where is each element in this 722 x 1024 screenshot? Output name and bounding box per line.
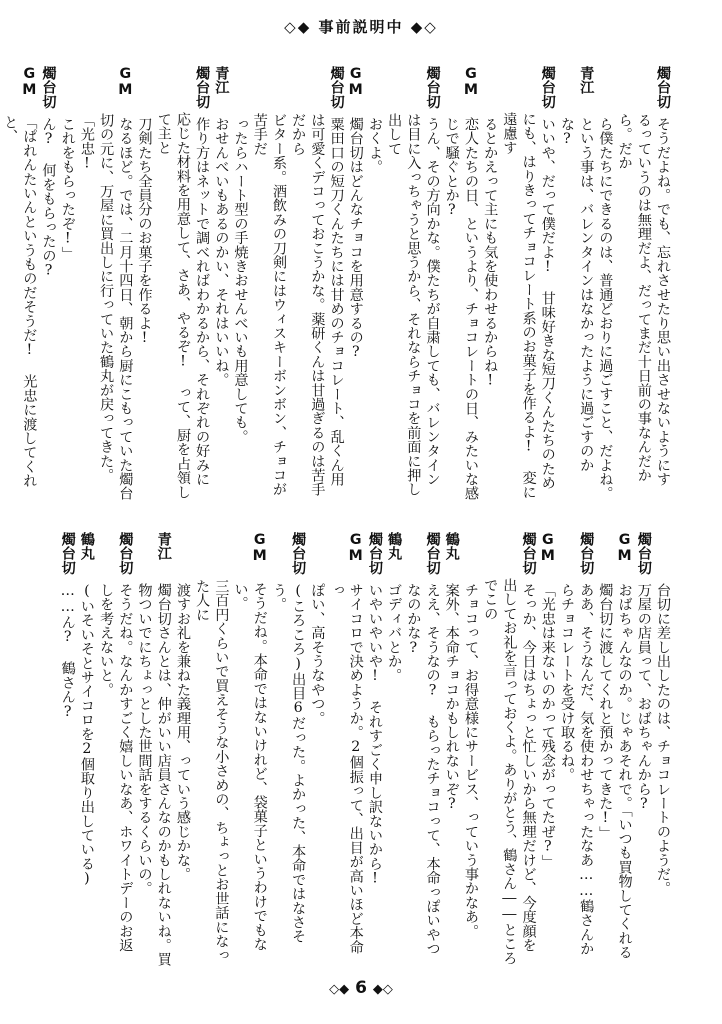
dialogue-text: 「ぱれんたいんというものだそうだ! 光忠に渡してくれと、 (2, 115, 38, 489)
dialogue-text: ん? 何をもらったの? (40, 117, 57, 279)
speaker-indent (480, 66, 499, 117)
diamond-ornament-right: ◆◇ (372, 982, 393, 997)
speaker-indent (135, 532, 154, 583)
dialogue-text: るとかえって主にも気を使わせるからね! (482, 117, 499, 389)
dialogue-text: なるほど。では、二月十四日、朝から厨にこもっていた燭台 (117, 117, 134, 501)
dialogue-text: おくよ。 (366, 117, 383, 174)
script-block-top (0, 66, 672, 502)
dialogue-line (557, 66, 595, 502)
speaker-name: GM (347, 532, 364, 564)
speaker-indent (557, 532, 576, 583)
speaker-name: 燭台切 (578, 532, 595, 575)
dialogue-line (442, 532, 461, 968)
dialogue-text: いやいやいや! それすごく申し訳ないから! (366, 583, 383, 887)
dialogue-text: ああ、そうなんだ、気を使わせちゃったなあ……鶴さんか (578, 583, 595, 956)
dialogue-line (154, 66, 192, 502)
speaker-name: 燭台切 (328, 66, 345, 109)
speaker-name: GM (21, 66, 38, 98)
page-header (0, 16, 722, 37)
speaker-name: 燭台切 (366, 532, 383, 575)
speaker-name: 燭台切 (424, 532, 441, 575)
dialogue-text: ……ん? 鶴さん? (59, 583, 76, 720)
dialogue-text: サイコロで決めようか。2個振って、出目が高いほど本命っ (328, 583, 364, 955)
dialogue-line (77, 532, 96, 968)
dialogue-text: 「光忠は来ないのかって残念がってたぜ?」 (539, 583, 556, 869)
dialogue-text: 燭台切さんとは、仲がいい店員さんなのかもしれないね。買 (155, 583, 172, 967)
speaker-name: 燭台切 (655, 66, 671, 109)
speaker-indent (519, 66, 538, 112)
speaker-indent (307, 66, 326, 113)
speaker-name: GM (117, 66, 134, 98)
dialogue-line (422, 532, 441, 968)
dialogue-line (384, 66, 422, 502)
dialogue-line (480, 532, 518, 968)
speaker-name: 燭台切 (539, 66, 556, 109)
dialogue-text: るっていうのは無理だよ、だってまだ十日前の事なんだから。だか (616, 112, 652, 482)
speaker-name: 燭台切 (290, 532, 307, 575)
dialogue-line (230, 66, 249, 502)
dialogue-text: 案外、本命チョコかもしれないぞ? (443, 583, 460, 813)
dialogue-text: ビター系。酒飲みの刀剣にはウィスキーボンボン、チョコが苦手だ (251, 112, 287, 497)
dialogue-text: 刀剣たち全員分のお菓子を作るよ! (136, 117, 153, 347)
dialogue-line (211, 66, 230, 502)
speaker-name: GM (539, 532, 556, 564)
dialogue-line (461, 532, 480, 968)
speaker-indent (135, 66, 154, 117)
speaker-name: 青江 (213, 66, 230, 95)
dialogue-line (538, 532, 557, 968)
dialogue-line (499, 66, 537, 502)
speaker-name: 鶴丸 (78, 532, 95, 561)
speaker-indent (96, 66, 115, 113)
header-title: 事前説明中 (318, 18, 404, 36)
speaker-name: 青江 (155, 532, 172, 561)
dialogue-line (326, 532, 364, 968)
dialogue-text: じで騒ぐとか? (443, 117, 460, 219)
dialogue-line (557, 532, 576, 968)
dialogue-line (0, 66, 38, 502)
diamond-ornament-left: ◇◆ (284, 18, 312, 36)
speaker-name: 鶴丸 (443, 532, 460, 561)
speaker-indent (365, 66, 384, 117)
page-footer (0, 978, 722, 998)
dialogue-line (307, 532, 326, 968)
dialogue-line (422, 66, 441, 502)
speaker-name: 燭台切 (635, 532, 652, 575)
dialogue-text: そうだね。なんかすごく嬉しいなあ、ホワイトデーのお返 (117, 583, 134, 953)
dialogue-text: にも、はりきってチョコレート系のお菓子を作るよ! 変に遠慮す (501, 112, 537, 500)
dialogue-line (518, 532, 537, 968)
diamond-ornament-left: ◇◆ (329, 982, 350, 997)
dialogue-line (58, 66, 77, 502)
script-block-bottom (58, 532, 673, 968)
dialogue-line (192, 532, 230, 968)
dialogue-text: 渡すお礼を兼ねた義理用、っていう感じかな。 (174, 583, 191, 882)
dialogue-text: チョコって、お得意様にサービス、っていう事かなあ。 (462, 583, 479, 939)
dialogue-line (134, 532, 153, 968)
dialogue-text: 万屋の店員って、おばちゃんから? (635, 583, 652, 813)
dialogue-line (38, 66, 57, 502)
dialogue-text: 恋人たちの日、というより、チョコレートの日、みたいな感 (462, 117, 479, 501)
dialogue-text: うん、その方向かな。僕たちが自粛しても、バレンタイン (424, 117, 441, 487)
speaker-indent (173, 66, 192, 112)
dialogue-line (134, 66, 153, 502)
speaker-indent (499, 532, 518, 578)
dialogue-text: おせんべいもあるのかい、それはいいね。 (213, 117, 230, 387)
dialogue-line (614, 66, 652, 502)
dialogue-line (365, 66, 384, 502)
dialogue-line (403, 532, 422, 968)
dialogue-text: ったらハート型の手焼きおせんべいも用意しても。 (232, 117, 249, 444)
speaker-name: GM (251, 532, 268, 564)
speaker-name: 燭台切 (424, 66, 441, 109)
dialogue-text: 応じた材料を用意して、さあ、やるぞ! って、厨を占領して主と (155, 112, 191, 500)
dialogue-text: おばちゃんなのか。じゃあそれで。「いつも買物してくれる (616, 583, 633, 960)
speaker-name: 燭台切 (520, 532, 537, 575)
dialogue-line (595, 66, 614, 502)
dialogue-line (538, 66, 557, 502)
dialogue-text: 燭台切に渡してくれと預かってきた!」 (597, 583, 614, 841)
speaker-indent (269, 66, 288, 113)
dialogue-text: なのかな? (405, 583, 422, 656)
dialogue-text: そっか、今日はちょっと忙しいから無理だけど、今度顔を (520, 583, 537, 953)
speaker-name: GM (462, 66, 479, 98)
dialogue-line (115, 532, 134, 968)
dialogue-line (442, 66, 461, 502)
speaker-indent (653, 532, 672, 583)
speaker-indent (461, 532, 480, 583)
dialogue-line (192, 66, 211, 502)
speaker-indent (211, 532, 230, 579)
dialogue-text: 作り方はネットで調べればわかるから、それぞれの好みに (194, 117, 211, 487)
dialogue-text: (ころころ)出目6だった。よかった、本命ではなさそう。 (270, 582, 307, 944)
speaker-name: GM (616, 532, 633, 564)
dialogue-text: これをもらったぞ!」 (59, 117, 76, 261)
dialogue-line (365, 532, 384, 968)
dialogue-text: 粟田口の短刀くんたちには甘めのチョコレート、乱くん用 (328, 117, 345, 487)
dialogue-text: 切の元に、万屋に買出しに行っていた鶴丸が戻ってきた。「光忠! (78, 113, 115, 483)
dialogue-text: しを考えないと。 (98, 583, 115, 697)
speaker-indent (403, 532, 422, 583)
speaker-indent (58, 66, 77, 117)
dialogue-text: そうだよね。でも、忘れさせたり思い出させないようにす (655, 117, 671, 487)
dialogue-text: ぽい、高そうなやつ。 (309, 583, 326, 726)
speaker-name: 燭台切 (194, 66, 211, 109)
speaker-name: 燭台切 (40, 66, 57, 109)
speaker-indent (307, 532, 326, 583)
speaker-indent (403, 66, 422, 113)
dialogue-line (269, 532, 307, 968)
dialogue-text: ゴディバとか。 (386, 583, 403, 683)
speaker-indent (595, 532, 614, 583)
dialogue-line (115, 66, 134, 502)
speaker-name: 鶴丸 (386, 532, 403, 561)
speaker-name: GM (347, 66, 364, 98)
dialogue-line (384, 532, 403, 968)
dialogue-line (461, 66, 480, 502)
dialogue-line (653, 532, 672, 968)
speaker-name: 燭台切 (59, 532, 76, 575)
page-number: 6 (355, 978, 367, 998)
dialogue-text: 出してお礼を言っておくよ。ありがとう、鶴さん――ところでこの (482, 578, 518, 966)
dialogue-line (154, 532, 173, 968)
dialogue-text: そうだね。本命ではないけれど、袋菓子というわけでもない。 (232, 581, 268, 951)
dialogue-text: 物ついでにちょっとした世間話をするくらいの。 (136, 583, 153, 896)
speaker-indent (634, 66, 653, 113)
dialogue-line (480, 66, 499, 502)
speaker-indent (96, 532, 115, 583)
dialogue-text: らチョコレートを受け取るね。 (558, 583, 575, 782)
speaker-indent (173, 532, 192, 583)
dialogue-line (634, 532, 653, 968)
dialogue-line (77, 66, 115, 502)
dialogue-text: という事は、バレンタインはなかったように過ごすのかな? (558, 117, 595, 473)
dialogue-text: (いそいそとサイコロを2個取り出している) (78, 583, 95, 887)
dialogue-line (326, 66, 345, 502)
speaker-indent (231, 66, 250, 117)
dialogue-line (653, 66, 672, 502)
dialogue-text: 三百円くらいで買えそうな小さめの、ちょっとお世話になった人に (194, 578, 230, 963)
dialogue-line (250, 66, 288, 502)
dialogue-line (58, 532, 77, 968)
dialogue-text: ら僕たちにできるのは、普通どおりに過ごすこと、だよね。 (597, 117, 614, 501)
dialogue-line (576, 532, 595, 968)
dialogue-text: は可愛くデコっておこうかな。薬研くんは甘過ぎるのは苦手だから (290, 112, 326, 497)
dialogue-line (614, 532, 633, 968)
dialogue-line (346, 66, 365, 502)
dialogue-line (96, 532, 115, 968)
speaker-name: 青江 (578, 66, 595, 95)
dialogue-line (230, 532, 268, 968)
dialogue-text: 台切に差し出したのは、チョコレートのようだ。 (655, 583, 671, 896)
diamond-ornament-right: ◆◇ (410, 18, 438, 36)
dialogue-text: ええ、そうなの? もらったチョコって、本命っぽいやつ (424, 583, 441, 956)
dialogue-text: は目に入っちゃうと思うから、それならチョコを前面に押し出して (386, 112, 422, 497)
speaker-name: 燭台切 (117, 532, 134, 575)
dialogue-text: いいや、だって僕だよ! 甘味好きな短刀くんたちのため (539, 117, 556, 490)
speaker-indent (595, 66, 614, 117)
dialogue-line (595, 532, 614, 968)
dialogue-line (173, 532, 192, 968)
speaker-indent (442, 66, 461, 117)
dialogue-line (288, 66, 326, 502)
dialogue-text: 燭台切はどんなチョコを用意するの? (347, 117, 364, 361)
